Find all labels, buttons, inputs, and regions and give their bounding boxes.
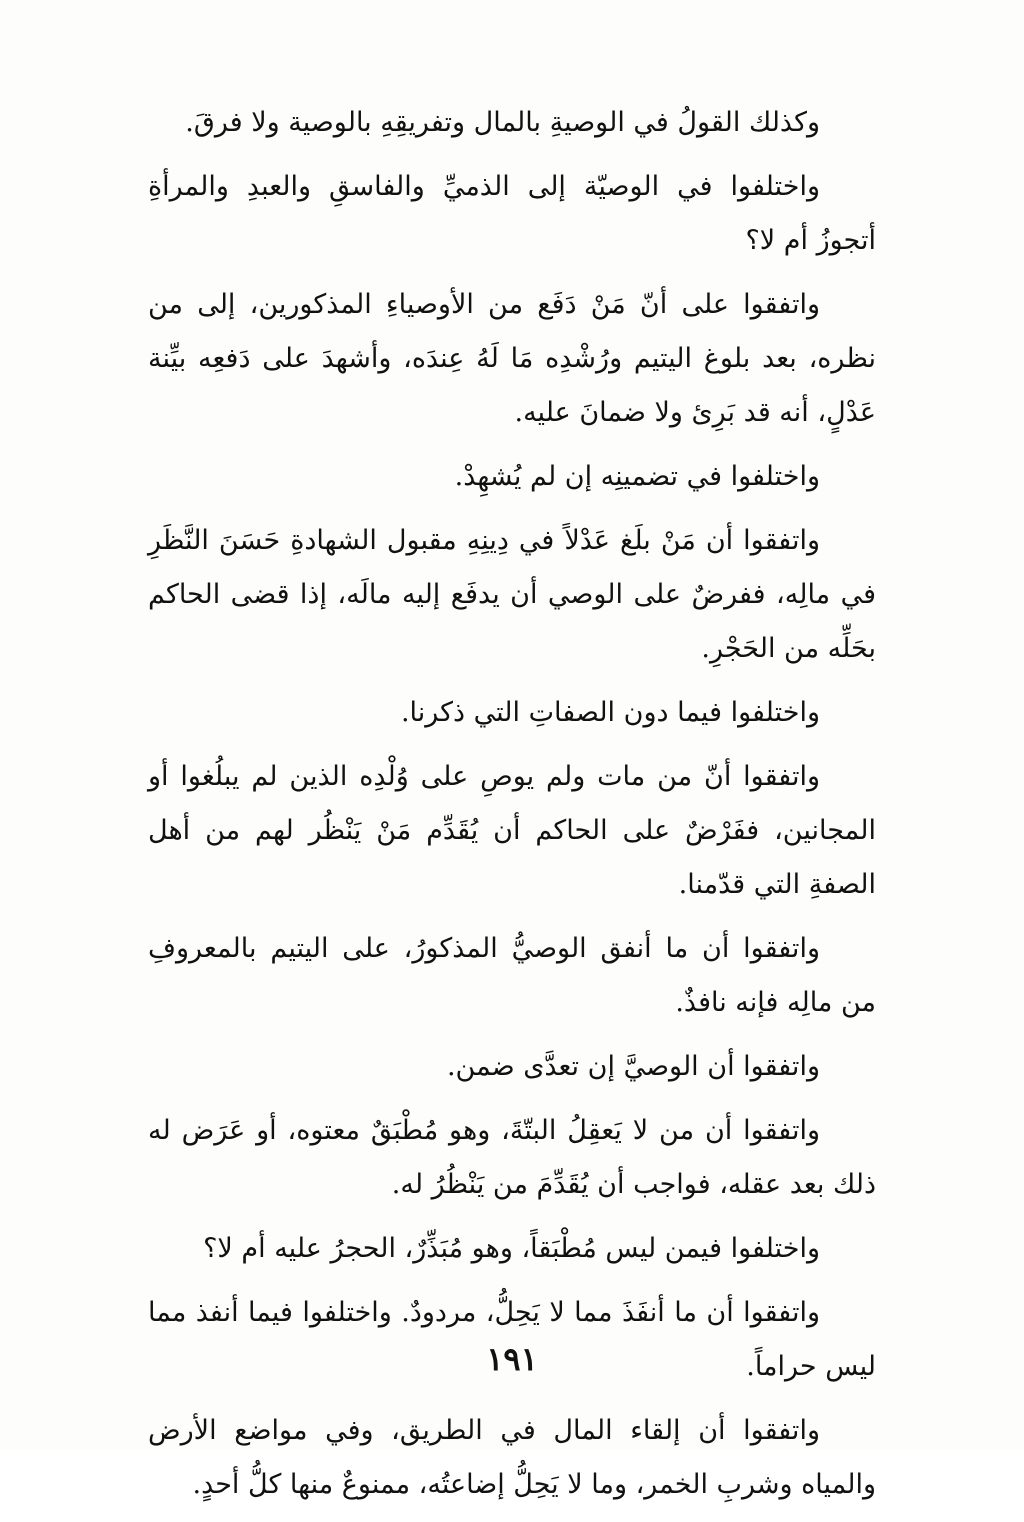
paragraph: واتفقوا أن ما أنفَذَ مما لا يَحِلُّ، مردودٌ. واختلفوا فيما أنفذ مما ليس حراماً. xyxy=(148,1297,876,1382)
paragraph: واتفقوا أن ما أنفق الوصيُّ المذكورُ، على اليتيم بالمعروفِ من مالِه فإنه نافذٌ. xyxy=(148,933,876,1018)
body-text xyxy=(148,96,876,1522)
paragraph: واتفقوا أن من لا يَعقِلُ البتّةَ، وهو مُطْبَقٌ معتوه، أو عَرَض له ذلك بعد عقله، فواجب أن يُقَدِّمَ من يَنْظُرُ له. xyxy=(148,1115,876,1200)
paragraph: واختلفوا فيمن ليس مُطْبَقاً، وهو مُبَذِّرٌ، الحجرُ عليه أم لا؟ xyxy=(203,1233,820,1264)
paragraph: واتفقوا أن إلقاء المال في الطريق، وفي مواضع الأرض والمياه وشربِ الخمر، وما لا يَحِلُّ إضاعتُه، ممنوعٌ منها كلُّ أحدٍ. xyxy=(148,1415,876,1500)
paragraph: واتفقوا أن مَنْ بلَغ عَدْلاً في دِينِهِ مقبول الشهادةِ حَسَنَ النَّظَرِ في مالِه، ففرضٌ على الوصي أن يدفَع إليه مالَه، إذا قضى الحاكم بحَلِّه من الحَجْرِ. xyxy=(148,525,876,664)
paragraph: وكذلك القولُ في الوصيةِ بالمال وتفريقِهِ بالوصية ولا فرقَ. xyxy=(185,107,820,138)
paragraph: واتفقوا أن الوصيَّ إن تعدَّى ضمن. xyxy=(446,1051,820,1082)
paragraph: واختلفوا فيما دون الصفاتِ التي ذكرنا. xyxy=(400,697,820,728)
page-number: ١٩١ xyxy=(486,1340,538,1378)
paragraph: واتفقوا أنّ من مات ولم يوصِ على وُلْدِه الذين لم يبلُغوا أو المجانين، ففَرْضٌ على الحاكم أن يُقَدِّم مَنْ يَنْظُر لهم من أهل الصفةِ التي قدّمنا. xyxy=(148,761,876,900)
paragraph: واتفقوا على أنّ مَنْ دَفَع من الأوصياءِ المذكورين، إلى من نظره، بعد بلوغ اليتيم ورُشْدِه مَا لَهُ عِندَه، وأشهدَ على دَفعِه بيِّنة عَدْلٍ، أنه قد بَرِئ ولا ضمانَ عليه. xyxy=(148,289,876,428)
paragraph: واختلفوا في الوصيّة إلى الذميِّ والفاسقِ والعبدِ والمرأةِ أتجوزُ أم لا؟ xyxy=(148,171,876,256)
paragraph: واختلفوا في تضمينِه إن لم يُشهِدْ. xyxy=(454,461,820,492)
